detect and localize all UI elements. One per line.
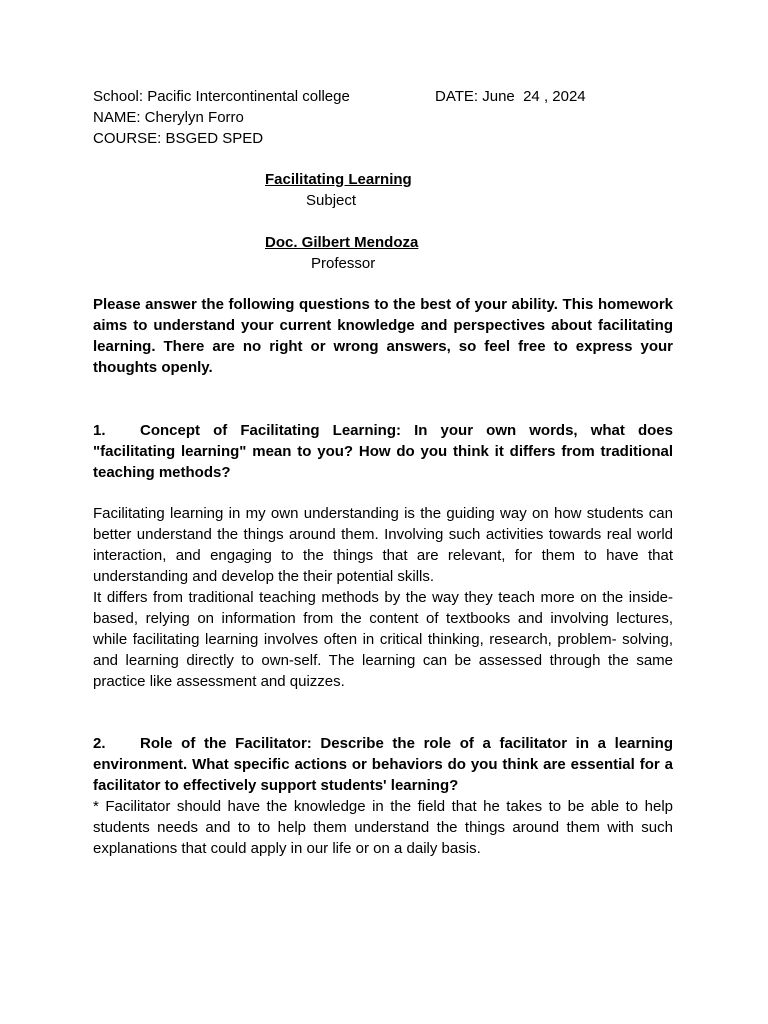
- question-text: Role of the Facilitator: Describe the role of a facilitator in a learning environment. What specific actions or behaviors do you think are essential for a facilitator to effectively support students' learning?: [93, 735, 673, 794]
- question-1: [93, 420, 673, 483]
- answer-1-paragraph-1: Facilitating learning in my own understanding is the guiding way on how students can better understand the things around them. Involving such activities towards real world interaction, and engaging to the things that are relevant, for them to have that understanding and develop the their potential skills.: [93, 505, 673, 585]
- answer-1-paragraph-2: It differs from traditional teaching methods by the way they teach more on the inside- based, relying on information from the content of textbooks and involving lectures, while facilitating learning involves often in critical thinking, research, problem- solving, and learning directly to own-self. The learning can be assessed through the same practice like assessment and quizzes.: [93, 589, 673, 690]
- answer-2-paragraph-1: * Facilitator should have the knowledge in the field that he takes to be able to help students needs and to to help them understand the things around them with such explanations that could apply in our life or on a daily basis.: [93, 798, 673, 857]
- question-number: 2.: [93, 735, 106, 752]
- professor-name: Doc. Gilbert Mendoza: [265, 234, 419, 251]
- question-number: 1.: [93, 422, 106, 439]
- professor-label: Professor: [311, 255, 376, 272]
- date-field: DATE: June 24 , 2024: [435, 88, 586, 105]
- professor-block: [93, 232, 673, 274]
- document-page: [93, 86, 673, 859]
- course-field: COURSE: BSGED SPED: [93, 130, 264, 147]
- header-row-school-date: [93, 86, 673, 107]
- instructions-paragraph: Please answer the following questions to the best of your ability. This homework aims to understand your current knowledge and perspectives about facilitating learning. There are no right or wrong answers, so feel free to express your thoughts openly.: [93, 296, 673, 376]
- subject-label: Subject: [306, 192, 357, 209]
- subject-title: Facilitating Learning: [265, 171, 412, 188]
- question-text: Concept of Facilitating Learning: In your own words, what does "facilitating learning" mean to you? How do you think it differs from traditional teaching methods?: [93, 422, 673, 481]
- question-2: [93, 733, 673, 796]
- name-field: NAME: Cherylyn Forro: [93, 109, 244, 126]
- school-field: School: Pacific Intercontinental college: [93, 88, 350, 105]
- subject-block: [93, 169, 673, 211]
